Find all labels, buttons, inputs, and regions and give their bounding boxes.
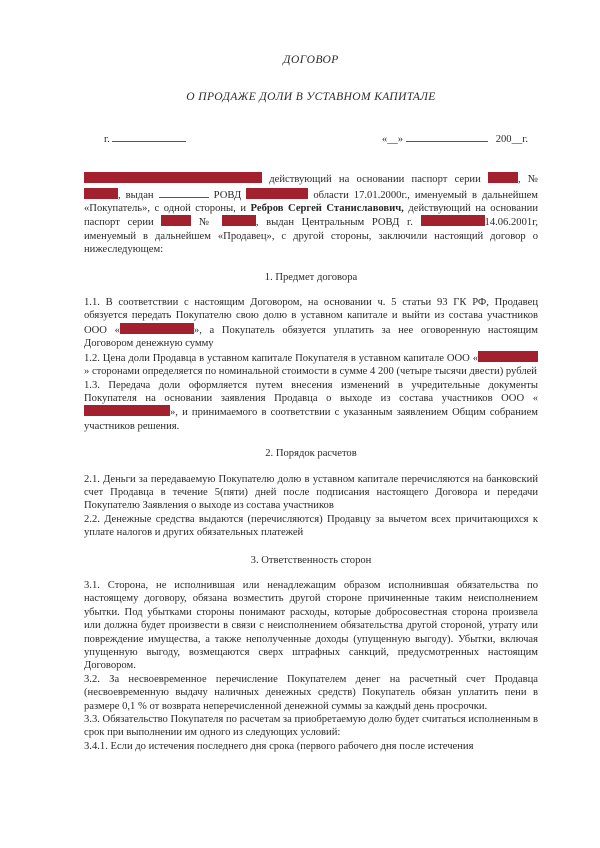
redaction-mark	[84, 188, 118, 199]
clause-2-1: 2.1. Деньги за передаваемую Покупателю долю в уставном капитале перечисляются на банковский счет Продавца в течение 5(пяти) дней после подписания настоящего Договора и передачи Покупателю Заявления о выходе из состава участников	[84, 473, 538, 512]
redaction-mark	[84, 405, 170, 416]
date-field: «__» 200__г.	[382, 131, 528, 146]
city-blank	[112, 131, 186, 142]
section-3-heading: 3. Ответственность сторон	[250, 554, 372, 566]
intro-paragraph: действующий на основании паспорт серии , № , выдан РОВД области 17.01.2000г., именуемый в дальнейшем «Покупатель», с одной стороны, и Ребров Сергей Станиславович, действующий на основании паспорт серии № , выдан Центральным РОВД г. 14.06.2001г, именуемый в дальнейшем «Продавец», с другой стороны, заключили настоящий договор о нижеследующем:	[84, 174, 539, 256]
clause-1-1: 1.1. В соответствии с настоящим Договором, на основании ч. 5 статьи 93 ГК РФ, Продавец обязуется передать Покупателю свою долю в уставном капитале и выйти из состава участников ООО « », а Покупатель обязуется уплатить за нее оговоренную настоящим Договором денежную сумму	[84, 297, 538, 350]
redaction-mark	[120, 323, 194, 334]
date-blank	[406, 131, 488, 142]
redaction-mark	[478, 351, 538, 362]
redaction-mark	[161, 215, 191, 226]
clause-1-3: 1.3. Передача доли оформляется путем внесения изменений в учредительные документы Покупателя на основании заявления Продавца о выходе из состава участников ООО «», и принимаемого в соответствии с указанным заявлением Общим собранием участников решения.	[84, 379, 538, 432]
blank-line	[159, 187, 209, 198]
redaction-mark	[246, 188, 308, 199]
clause-2-2: 2.2. Денежные средства выдаются (перечисляются) Продавцу за вычетом всех причитающихся к уплате налогов и других обязательных платежей	[84, 513, 538, 539]
redaction-mark	[222, 215, 256, 226]
clause-3-1: 3.1. Сторона, не исполнившая или ненадлежащим образом исполнившая обязательства по настоящему договору, обязана возместить другой стороне причиненные таким неисполнением убытки. Под убытками стороны понимают расходы, которые добросовестная сторона произвела или должна будет произвести в связи с неисполнением обязательства другой стороной, утрату или повреждение имущества, а также неполученные доходы (упущенную выгоду). Убытки, включая упущенную выгоду, возмещаются сверх штрафных санкций, предусмотренных настоящим Договором.	[84, 579, 538, 672]
clause-3-2: 3.2. За несвоевременное перечисление Покупателем денег на расчетный счет Продавца (несвоевременную выдачу наличных денежных средств) Покупатель обязан уплатить пени в размере 0,1 % от возврата неперечисленной денежной суммы за каждый день просрочки.	[84, 673, 538, 712]
section-2-heading: 2. Порядок расчетов	[265, 448, 357, 460]
section-1-heading: 1. Предмет договора	[264, 271, 358, 283]
seller-name: Ребров Сергей Станиславович,	[250, 203, 404, 215]
redaction-mark	[84, 172, 262, 183]
place-date-line	[104, 131, 528, 146]
clause-3-3: 3.3. Обязательство Покупателя по расчетам за приобретаемую долю будет считаться исполненным в срок при выполнении им одного из следующих условий:	[84, 714, 538, 739]
document-title: ДОГОВОР	[283, 54, 339, 66]
redaction-mark	[421, 215, 485, 226]
document-subtitle: О ПРОДАЖЕ ДОЛИ В УСТАВНОМ КАПИТАЛЕ	[186, 91, 436, 104]
city-field: г.	[104, 131, 186, 146]
clause-1-2: 1.2. Цена доли Продавца в уставном капитале Покупателя в уставном капитале ООО «» сторонами определяется по номинальной стоимости в сумме 4 200 (четыре тысячи двести) рублей	[84, 352, 537, 378]
clause-3-4-1: 3.4.1. Если до истечения последнего дня срока (первого рабочего дня после истечения	[84, 740, 474, 752]
redaction-mark	[488, 172, 518, 183]
